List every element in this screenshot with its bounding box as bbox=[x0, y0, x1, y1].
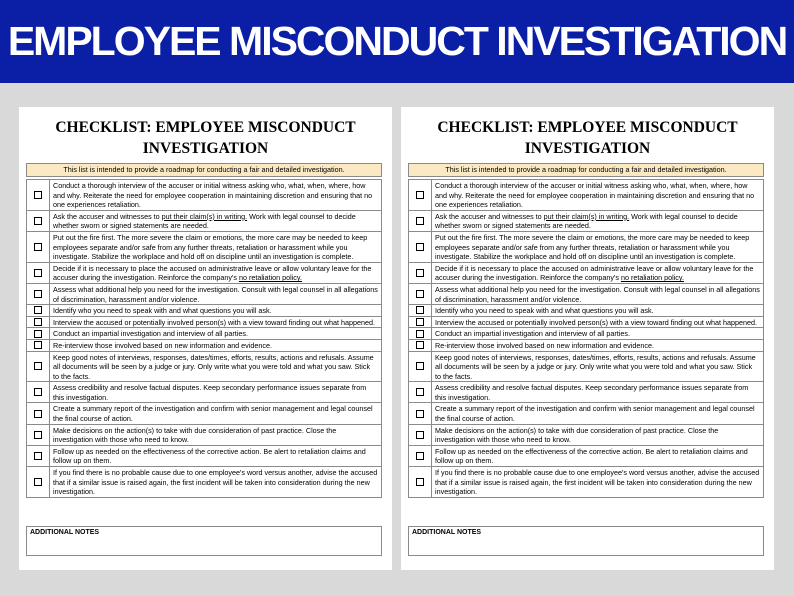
item-text-segment: Work with legal counsel to decide whether sworn or signed statements are needed. bbox=[53, 211, 356, 231]
document-title-line2: INVESTIGATION bbox=[142, 140, 269, 157]
document-title-line2: INVESTIGATION bbox=[524, 140, 651, 157]
checklist-row bbox=[409, 467, 763, 497]
checkbox-cell bbox=[409, 328, 432, 339]
checkbox-cell bbox=[409, 284, 432, 304]
checkbox[interactable] bbox=[416, 191, 424, 199]
item-text-segment: Put out the fire first. The more severe the claim or emotions, the more care may be needed to keep employees separate and/or safe from any further threats, retaliation or harassment while you investigate. Stabilize the workplace and hold off on discipline until an investigation is complete. bbox=[53, 232, 368, 262]
item-text-segment: Re-interview those involved based on new information and evidence. bbox=[435, 340, 654, 350]
checklist-row bbox=[27, 328, 381, 340]
checklist-row bbox=[27, 263, 381, 284]
checklist-page-right bbox=[401, 107, 774, 570]
document-title-line1: CHECKLIST: EMPLOYEE MISCONDUCT bbox=[437, 119, 738, 136]
checkbox-cell bbox=[27, 382, 50, 402]
checkbox[interactable] bbox=[34, 191, 42, 199]
checklist-item-text bbox=[432, 446, 763, 466]
checklist-item-text bbox=[432, 305, 763, 316]
checkbox[interactable] bbox=[416, 243, 424, 251]
checklist-row bbox=[409, 211, 763, 232]
checkbox-cell bbox=[27, 340, 50, 351]
intro-banner: This list is intended to provide a roadmap for conducting a fair and detailed investigation. bbox=[26, 163, 382, 177]
additional-notes-box[interactable] bbox=[408, 526, 764, 556]
checkbox-cell bbox=[409, 180, 432, 210]
checklist-row bbox=[27, 446, 381, 467]
item-text-segment: Conduct an impartial investigation and interview of all parties. bbox=[435, 329, 630, 339]
checklist-row bbox=[409, 317, 763, 329]
checkbox[interactable] bbox=[34, 341, 42, 349]
checkbox[interactable] bbox=[416, 452, 424, 460]
item-text-segment: Interview the accused or potentially involved person(s) with a view toward finding out what happened. bbox=[435, 317, 758, 327]
checklist-item-text bbox=[50, 352, 381, 382]
checkbox[interactable] bbox=[34, 243, 42, 251]
checklist-item-text bbox=[432, 467, 763, 497]
checklist-row bbox=[27, 284, 381, 305]
checkbox-cell bbox=[27, 180, 50, 210]
item-text-segment: Assess credibility and resolve factual disputes. Keep secondary performance issues separate from this investigation. bbox=[53, 383, 367, 402]
checkbox[interactable] bbox=[34, 318, 42, 326]
checkbox[interactable] bbox=[34, 362, 42, 370]
checkbox[interactable] bbox=[416, 410, 424, 418]
document-title bbox=[401, 117, 774, 159]
document-title-line1: CHECKLIST: EMPLOYEE MISCONDUCT bbox=[55, 119, 356, 136]
checkbox[interactable] bbox=[34, 388, 42, 396]
item-text-segment: Create a summary report of the investigation and confirm with senior management and legal counsel the final course of action. bbox=[53, 404, 373, 424]
item-text-segment: Assess what additional help you need for the investigation. Consult with legal counsel in all allegations of discrimination, harassment and/or violence. bbox=[435, 284, 760, 304]
checkbox-cell bbox=[409, 317, 432, 328]
item-text-segment: Conduct an impartial investigation and interview of all parties. bbox=[53, 329, 248, 339]
checklist-row bbox=[27, 403, 381, 424]
checkbox[interactable] bbox=[34, 431, 42, 439]
checkbox[interactable] bbox=[34, 478, 42, 486]
checklist-row bbox=[409, 425, 763, 446]
additional-notes-box[interactable] bbox=[26, 526, 382, 556]
checklist-item-text bbox=[50, 340, 381, 351]
checkbox[interactable] bbox=[416, 388, 424, 396]
checkbox[interactable] bbox=[416, 330, 424, 338]
underlined-text: no retaliation policy. bbox=[238, 273, 302, 283]
checkbox[interactable] bbox=[34, 452, 42, 460]
item-text-segment: Make decisions on the action(s) to take with due consideration of past practice. Close the investigation with those who need to know. bbox=[53, 425, 337, 445]
checklist-row bbox=[409, 328, 763, 340]
item-text-segment: If you find there is no probable cause due to one employee's word versus another, advise the accused that if a similar issue is raised again, the first incident will be taken into consideration during the new investigation. bbox=[53, 468, 378, 497]
checklist-item-text bbox=[50, 232, 381, 262]
checklist-row bbox=[27, 425, 381, 446]
checklist-item-text bbox=[50, 284, 381, 304]
checklist-item-text bbox=[432, 284, 763, 304]
checklist-item-text bbox=[432, 425, 763, 445]
item-text-segment: Ask the accuser and witnesses to bbox=[53, 211, 162, 221]
item-text-segment: Conduct a thorough interview of the accuser or initial witness asking who, what, when, where, how and why. Reiterate the need for employee cooperation in maintaining discretion and ensuring that no one experiences retaliation. bbox=[435, 181, 755, 210]
item-text-segment: Identify who you need to speak with and what questions you will ask. bbox=[435, 306, 654, 316]
checkbox-cell bbox=[27, 232, 50, 262]
checkbox[interactable] bbox=[416, 341, 424, 349]
checklist-item-text bbox=[50, 425, 381, 445]
checkbox-cell bbox=[409, 403, 432, 423]
checklist-row bbox=[27, 382, 381, 403]
checklist-row bbox=[409, 180, 763, 211]
checkbox[interactable] bbox=[34, 217, 42, 225]
checklist-row bbox=[409, 263, 763, 284]
checklist-row bbox=[409, 352, 763, 383]
checklist-row bbox=[27, 211, 381, 232]
checklist-item-text bbox=[432, 180, 763, 210]
additional-notes-label: ADDITIONAL NOTES bbox=[30, 529, 100, 536]
checkbox-cell bbox=[27, 317, 50, 328]
checkbox-cell bbox=[409, 382, 432, 402]
checkbox-cell bbox=[409, 211, 432, 231]
underlined-text: put their claim(s) in writing. bbox=[543, 211, 630, 221]
checklist-item-text bbox=[50, 211, 381, 231]
item-text-segment: Decide if it is necessary to place the accused on administrative leave or allow voluntary leave for the accuser during the investigation. Reinforce the company's bbox=[435, 263, 754, 283]
item-text-segment: Follow up as needed on the effectiveness of the corrective action. Be alert to retaliation claims and follow up on them. bbox=[53, 446, 366, 466]
checkbox-cell bbox=[409, 263, 432, 283]
checkbox[interactable] bbox=[416, 362, 424, 370]
checklist-item-text bbox=[432, 382, 763, 402]
checklist-row bbox=[27, 467, 381, 497]
checklist-page-left bbox=[19, 107, 392, 570]
checkbox[interactable] bbox=[416, 478, 424, 486]
checklist-item-text bbox=[50, 446, 381, 466]
checkbox[interactable] bbox=[416, 217, 424, 225]
checklist-item-text bbox=[432, 403, 763, 423]
checkbox[interactable] bbox=[34, 410, 42, 418]
checkbox-cell bbox=[27, 403, 50, 423]
checklist-table bbox=[408, 179, 764, 498]
item-text-segment: Assess credibility and resolve factual disputes. Keep secondary performance issues separate from this investigation. bbox=[435, 383, 749, 402]
item-text-segment: Follow up as needed on the effectiveness of the corrective action. Be alert to retaliation claims and follow up on them. bbox=[435, 446, 748, 466]
checkbox-cell bbox=[27, 305, 50, 316]
checklist-item-text bbox=[432, 352, 763, 382]
checkbox[interactable] bbox=[34, 290, 42, 298]
checklist-row bbox=[409, 232, 763, 263]
item-text-segment: Ask the accuser and witnesses to bbox=[435, 211, 544, 221]
checkbox[interactable] bbox=[34, 269, 42, 277]
checklist-row bbox=[409, 403, 763, 424]
underlined-text: no retaliation policy. bbox=[620, 273, 684, 283]
checkbox-cell bbox=[409, 352, 432, 382]
checklist-row bbox=[409, 305, 763, 317]
checklist-item-text bbox=[432, 317, 763, 328]
checklist-item-text bbox=[432, 263, 763, 283]
checkbox-cell bbox=[27, 352, 50, 382]
checklist-row bbox=[27, 305, 381, 317]
checkbox-cell bbox=[27, 446, 50, 466]
additional-notes-label: ADDITIONAL NOTES bbox=[412, 529, 482, 536]
checklist-item-text bbox=[50, 382, 381, 402]
checklist-row bbox=[409, 284, 763, 305]
item-text-segment: Put out the fire first. The more severe the claim or emotions, the more care may be needed to keep employees separate and/or safe from any further threats, retaliation or harassment while you investigate. Stabilize the workplace and hold off on discipline until an investigation is complete. bbox=[435, 232, 750, 262]
checkbox-cell bbox=[409, 425, 432, 445]
item-text-segment: Make decisions on the action(s) to take with due consideration of past practice. Close the investigation with those who need to know. bbox=[435, 425, 719, 445]
checklist-item-text bbox=[50, 317, 381, 328]
checkbox-cell bbox=[27, 211, 50, 231]
checkbox-cell bbox=[409, 232, 432, 262]
checklist-row bbox=[27, 352, 381, 383]
checkbox[interactable] bbox=[34, 306, 42, 314]
checkbox[interactable] bbox=[416, 290, 424, 298]
checklist-row bbox=[27, 317, 381, 329]
item-text-segment: Re-interview those involved based on new information and evidence. bbox=[53, 340, 272, 350]
checkbox-cell bbox=[27, 263, 50, 283]
item-text-segment: Keep good notes of interviews, responses, dates/times, efforts, results, actions and refusals. Assume all documents will be seen by a judge or jury. Only write what you were told and what you saw. Stick to the facts. bbox=[53, 352, 374, 381]
checklist-item-text bbox=[432, 232, 763, 262]
checkbox-cell bbox=[27, 328, 50, 339]
item-text-segment: Conduct a thorough interview of the accuser or initial witness asking who, what, when, where, how and why. Reiterate the need for employee cooperation in maintaining discretion and ensuring that no one experiences retaliation. bbox=[53, 181, 373, 210]
checklist-item-text bbox=[50, 403, 381, 423]
banner-title: EMPLOYEE MISCONDUCT INVESTIGATION bbox=[7, 18, 787, 64]
checkbox[interactable] bbox=[416, 431, 424, 439]
checklist-row bbox=[409, 446, 763, 467]
checklist-item-text bbox=[432, 328, 763, 339]
checkbox[interactable] bbox=[416, 269, 424, 277]
checkbox-cell bbox=[27, 467, 50, 497]
item-text-segment: Identify who you need to speak with and what questions you will ask. bbox=[53, 306, 272, 316]
item-text-segment: Work with legal counsel to decide whether sworn or signed statements are needed. bbox=[435, 211, 738, 231]
checkbox-cell bbox=[27, 284, 50, 304]
title-banner bbox=[0, 0, 794, 83]
item-text-segment: Keep good notes of interviews, responses, dates/times, efforts, results, actions and refusals. Assume all documents will be seen by a judge or jury. Only write what you were told and what you saw. Stick to the facts. bbox=[435, 352, 756, 381]
checklist-table bbox=[26, 179, 382, 498]
checkbox[interactable] bbox=[416, 306, 424, 314]
checklist-row bbox=[409, 340, 763, 352]
checkbox-cell bbox=[409, 305, 432, 316]
checklist-item-text bbox=[50, 305, 381, 316]
checklist-item-text bbox=[50, 328, 381, 339]
checklist-row bbox=[409, 382, 763, 403]
checklist-item-text bbox=[50, 467, 381, 497]
checkbox-cell bbox=[409, 446, 432, 466]
item-text-segment: Create a summary report of the investigation and confirm with senior management and legal counsel the final course of action. bbox=[435, 404, 755, 424]
checkbox[interactable] bbox=[34, 330, 42, 338]
underlined-text: put their claim(s) in writing. bbox=[161, 211, 248, 221]
checkbox-cell bbox=[27, 425, 50, 445]
checkbox-cell bbox=[409, 467, 432, 497]
checkbox-cell bbox=[409, 340, 432, 351]
checklist-row bbox=[27, 232, 381, 263]
checklist-item-text bbox=[432, 211, 763, 231]
item-text-segment: Assess what additional help you need for the investigation. Consult with legal counsel in all allegations of discrimination, harassment and/or violence. bbox=[53, 284, 378, 304]
item-text-segment: Decide if it is necessary to place the accused on administrative leave or allow voluntary leave for the accuser during the investigation. Reinforce the company's bbox=[53, 263, 372, 283]
checklist-item-text bbox=[432, 340, 763, 351]
intro-banner: This list is intended to provide a roadmap for conducting a fair and detailed investigation. bbox=[408, 163, 764, 177]
checklist-item-text bbox=[50, 263, 381, 283]
item-text-segment: Interview the accused or potentially involved person(s) with a view toward finding out what happened. bbox=[53, 317, 376, 327]
checklist-row bbox=[27, 180, 381, 211]
item-text-segment: If you find there is no probable cause due to one employee's word versus another, advise the accused that if a similar issue is raised again, the first incident will be taken into consideration during the new investigation. bbox=[435, 468, 760, 497]
checklist-item-text bbox=[50, 180, 381, 210]
checklist-row bbox=[27, 340, 381, 352]
document-title bbox=[19, 117, 392, 159]
checkbox[interactable] bbox=[416, 318, 424, 326]
